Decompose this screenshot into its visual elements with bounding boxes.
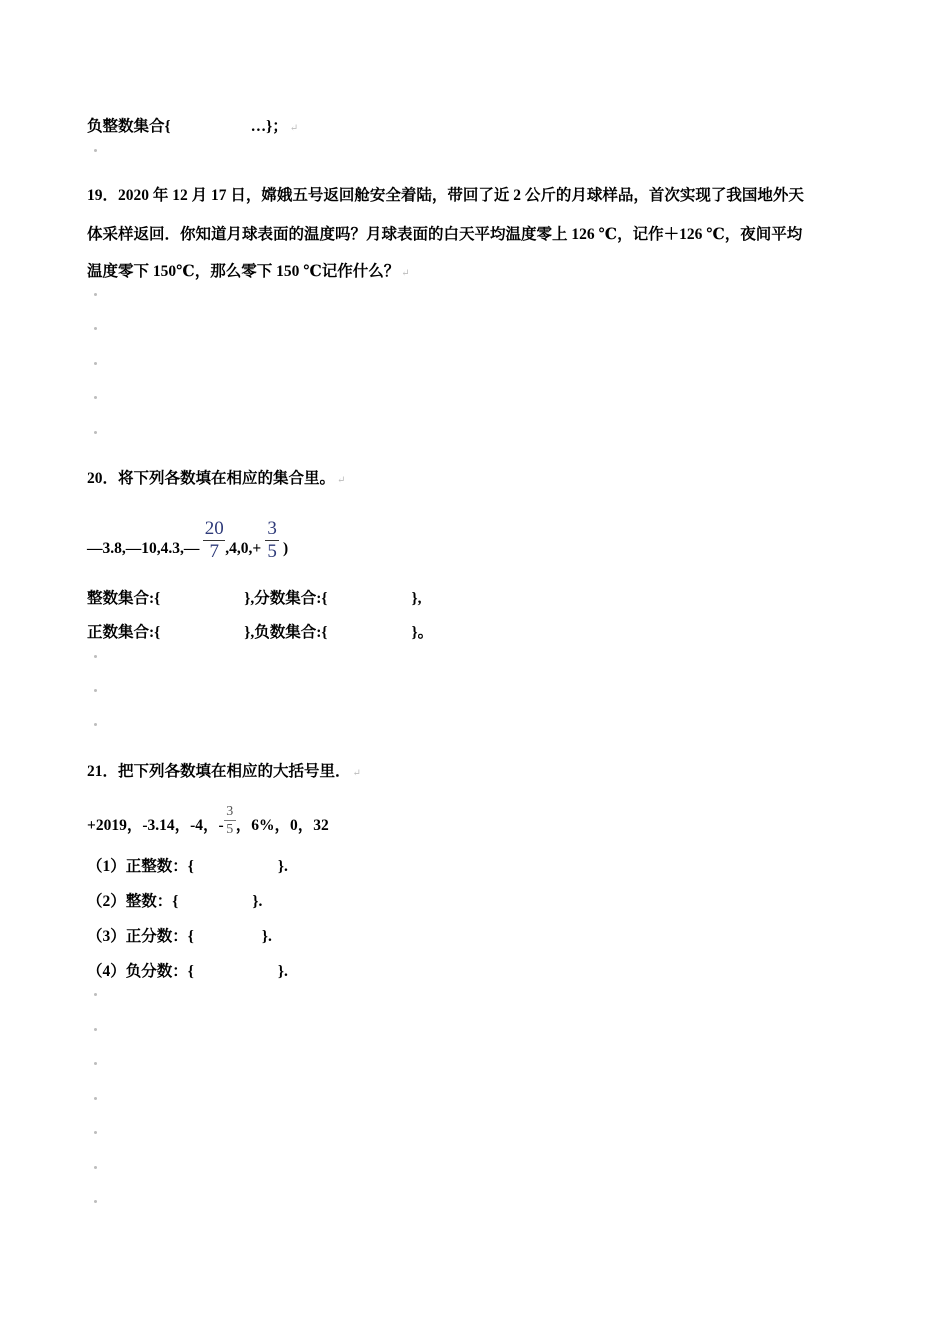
item-2-label: （2）整数：{ — [87, 893, 179, 910]
q20-title-end: 。 — [319, 470, 336, 487]
paragraph-mark-icon: ↵ — [401, 268, 410, 279]
paragraph-mark-icon — [94, 327, 97, 330]
q21-numbers — [87, 804, 329, 844]
frac-set-end: }, — [411, 590, 422, 607]
int-set-label: 整数集合:{ — [87, 590, 161, 607]
q21-numbers-a: +2019，-3.14，-4，- — [87, 817, 224, 835]
q21-item-4 — [87, 962, 288, 982]
q19-line-3-text: 温度零下 150℃，那么零下 150 ℃记作什么？ — [87, 263, 400, 280]
paragraph-mark-icon: ↵ — [289, 123, 299, 134]
paragraph-mark-icon — [94, 1131, 97, 1134]
q19-line-2: 体采样返回．你知道月球表面的温度吗？月球表面的白天平均温度零上 126 ℃，记作＋126 ℃，夜间平均 — [87, 226, 803, 243]
paragraph-mark-icon — [94, 1166, 97, 1169]
item-4-label: （4）负分数：{ — [87, 963, 194, 980]
q20-set-line-1 — [87, 589, 422, 609]
paragraph-mark-icon — [94, 431, 97, 434]
item-2-end: }. — [252, 893, 263, 910]
fraction-numerator: 20 — [204, 518, 224, 539]
neg-int-set-label: 负整数集合{ — [87, 118, 171, 135]
fraction-numerator: 3 — [226, 804, 234, 819]
paragraph-mark-icon — [94, 689, 97, 692]
paragraph-mark-icon — [94, 149, 97, 152]
q21-item-3 — [87, 927, 272, 947]
paragraph-mark-icon — [94, 1097, 97, 1100]
pos-set-label: 正数集合:{ — [87, 624, 161, 641]
q21-numbers-b: ，6%，0，32 — [235, 817, 329, 835]
neg-int-set-line — [87, 117, 298, 139]
q21-title-text: 21．把下列各数填在相应的大括号里． — [87, 763, 351, 780]
q19-line-3 — [87, 262, 410, 284]
frac-set-label: 分数集合:{ — [254, 590, 328, 607]
fraction-20-7 — [203, 518, 225, 563]
pos-set-end: }, — [244, 624, 255, 641]
int-set-end: }, — [244, 590, 255, 607]
item-1-label: （1）正整数：{ — [87, 858, 194, 875]
q20-numbers-a: —3.8,—10,4.3,— — [87, 540, 200, 558]
item-1-end: }. — [277, 858, 288, 875]
fraction-denominator: 5 — [267, 541, 277, 562]
q21-title — [87, 762, 361, 784]
paragraph-mark-icon — [94, 723, 97, 726]
paragraph-mark-icon: ↵ — [352, 768, 361, 779]
paragraph-mark-icon — [94, 293, 97, 296]
q21-item-1 — [87, 857, 288, 877]
fraction-3-5 — [224, 803, 236, 838]
q20-numbers-c: ) — [282, 540, 289, 558]
q20-title — [87, 469, 345, 491]
fraction-denominator: 5 — [226, 822, 234, 837]
paragraph-mark-icon — [94, 396, 97, 399]
item-3-label: （3）正分数：{ — [87, 928, 194, 945]
q19-line-1: 19．2020 年 12 月 17 日，嫦娥五号返回舱安全着陆，带回了近 2 公斤的月球样品，首次实现了我国地外天 — [87, 187, 804, 204]
neg-set-label: 负数集合:{ — [254, 624, 328, 641]
item-4-end: }. — [277, 963, 288, 980]
q21-item-2 — [87, 892, 262, 912]
paragraph-mark-icon — [94, 1062, 97, 1065]
fraction-numerator: 3 — [267, 518, 277, 539]
fraction-denominator: 7 — [209, 541, 219, 562]
fraction-3-5 — [265, 518, 279, 563]
paragraph-mark-icon — [94, 362, 97, 365]
paragraph-mark-icon — [94, 1028, 97, 1031]
neg-set-end: }。 — [411, 624, 434, 641]
paragraph-mark-icon: ↵ — [337, 475, 346, 486]
neg-int-set-end: …}； — [250, 118, 288, 135]
q20-set-line-2 — [87, 623, 433, 643]
paragraph-mark-icon — [94, 655, 97, 658]
q20-title-text: 20．将下列各数填在相应的集合里 — [87, 470, 320, 487]
q20-numbers — [87, 518, 289, 572]
paragraph-mark-icon — [94, 993, 97, 996]
item-3-end: }. — [261, 928, 272, 945]
paragraph-mark-icon — [94, 1200, 97, 1203]
q20-numbers-b: ,4,0,+ — [225, 540, 262, 558]
